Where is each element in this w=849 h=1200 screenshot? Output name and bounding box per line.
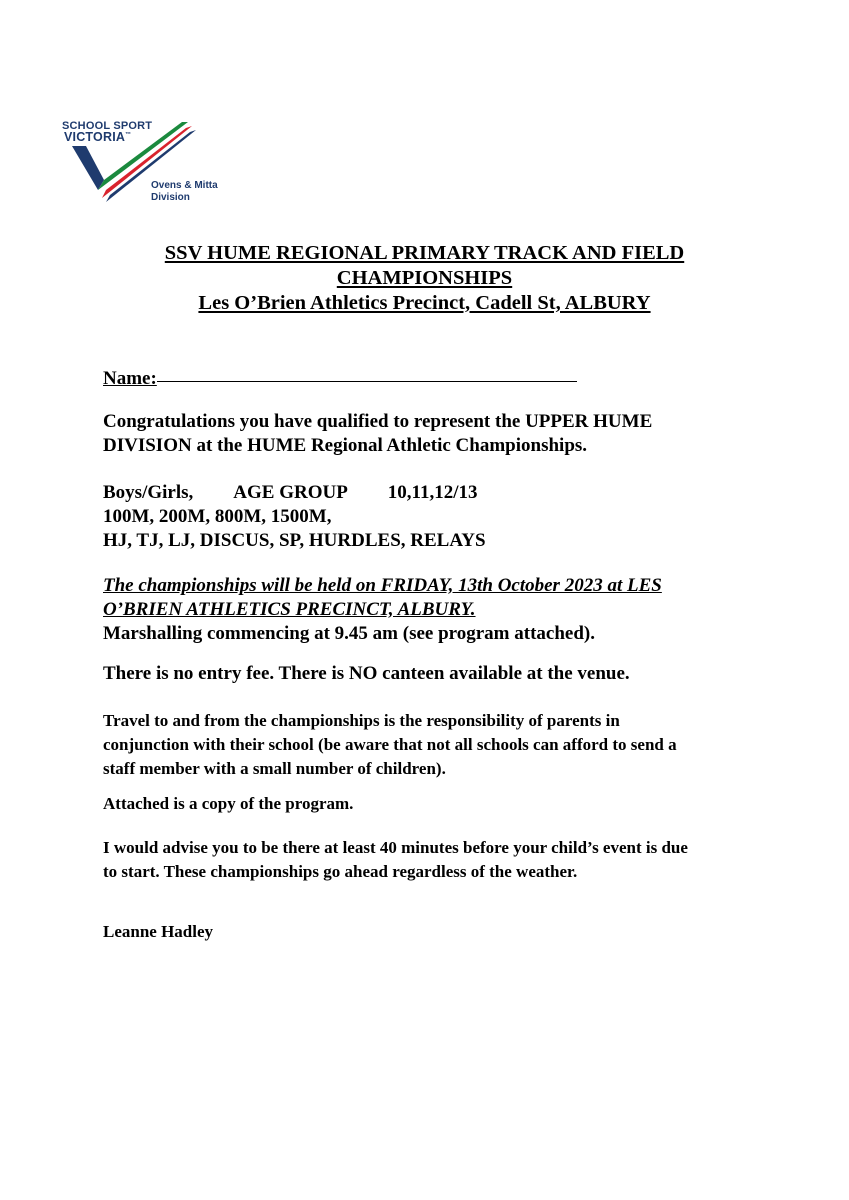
title-line-3: Les O’Brien Athletics Precinct, Cadell St, ALBURY <box>198 292 651 314</box>
logo-text-victoria: VICTORIA™ <box>64 130 132 144</box>
congrats-line-2: DIVISION at the HUME Regional Athletic Championships. <box>103 435 588 456</box>
date-line-1: The championships will be held on FRIDAY, 13th October 2023 at LES <box>103 575 662 596</box>
track-events-line: 100M, 200M, 800M, 1500M, <box>103 506 332 527</box>
advice-paragraph <box>103 836 688 884</box>
advice-line-2: to start. These championships go ahead regardless of the weather. <box>103 862 578 881</box>
logo-text-division-name: Ovens & Mitta <box>151 180 218 191</box>
field-events-line: HJ, TJ, LJ, DISCUS, SP, HURDLES, RELAYS <box>103 530 486 551</box>
attached-note: Attached is a copy of the program. <box>103 794 354 813</box>
age-group-label: AGE GROUP <box>233 482 348 503</box>
date-line-2: O’BRIEN ATHLETICS PRECINCT, ALBURY. <box>103 599 476 620</box>
age-group-values: 10,11,12/13 <box>387 482 478 503</box>
signature-name: Leanne Hadley <box>103 922 214 941</box>
title-line-2: CHAMPIONSHIPS <box>336 267 513 289</box>
logo-text-division: Division <box>151 192 190 203</box>
age-group-line <box>103 481 486 505</box>
travel-line-3: staff member with a small number of children). <box>103 759 446 778</box>
travel-paragraph <box>103 709 677 781</box>
title-line-1: SSV HUME REGIONAL PRIMARY TRACK AND FIELD <box>164 242 685 264</box>
name-blank-line <box>157 380 577 382</box>
travel-line-1: Travel to and from the championships is the responsibility of parents in <box>103 711 620 730</box>
logo-text-school-sport: SCHOOL SPORT <box>62 120 153 132</box>
date-venue-paragraph <box>103 574 662 646</box>
fee-note: There is no entry fee. There is NO canteen available at the venue. <box>103 663 630 684</box>
events-paragraph <box>103 481 486 553</box>
advice-line-1: I would advise you to be there at least 40 minutes before your child’s event is due <box>103 838 688 857</box>
name-label: Name: <box>103 368 157 389</box>
gender-text: Boys/Girls, <box>103 482 194 503</box>
congratulations-paragraph <box>103 410 652 458</box>
travel-line-2: conjunction with their school (be aware that not all schools can afford to send a <box>103 735 677 754</box>
congrats-line-1: Congratulations you have qualified to represent the UPPER HUME <box>103 411 653 432</box>
document-title <box>0 241 849 316</box>
ssv-logo <box>58 118 258 208</box>
marshalling-line: Marshalling commencing at 9.45 am (see program attached). <box>103 623 595 644</box>
name-field <box>103 368 577 390</box>
